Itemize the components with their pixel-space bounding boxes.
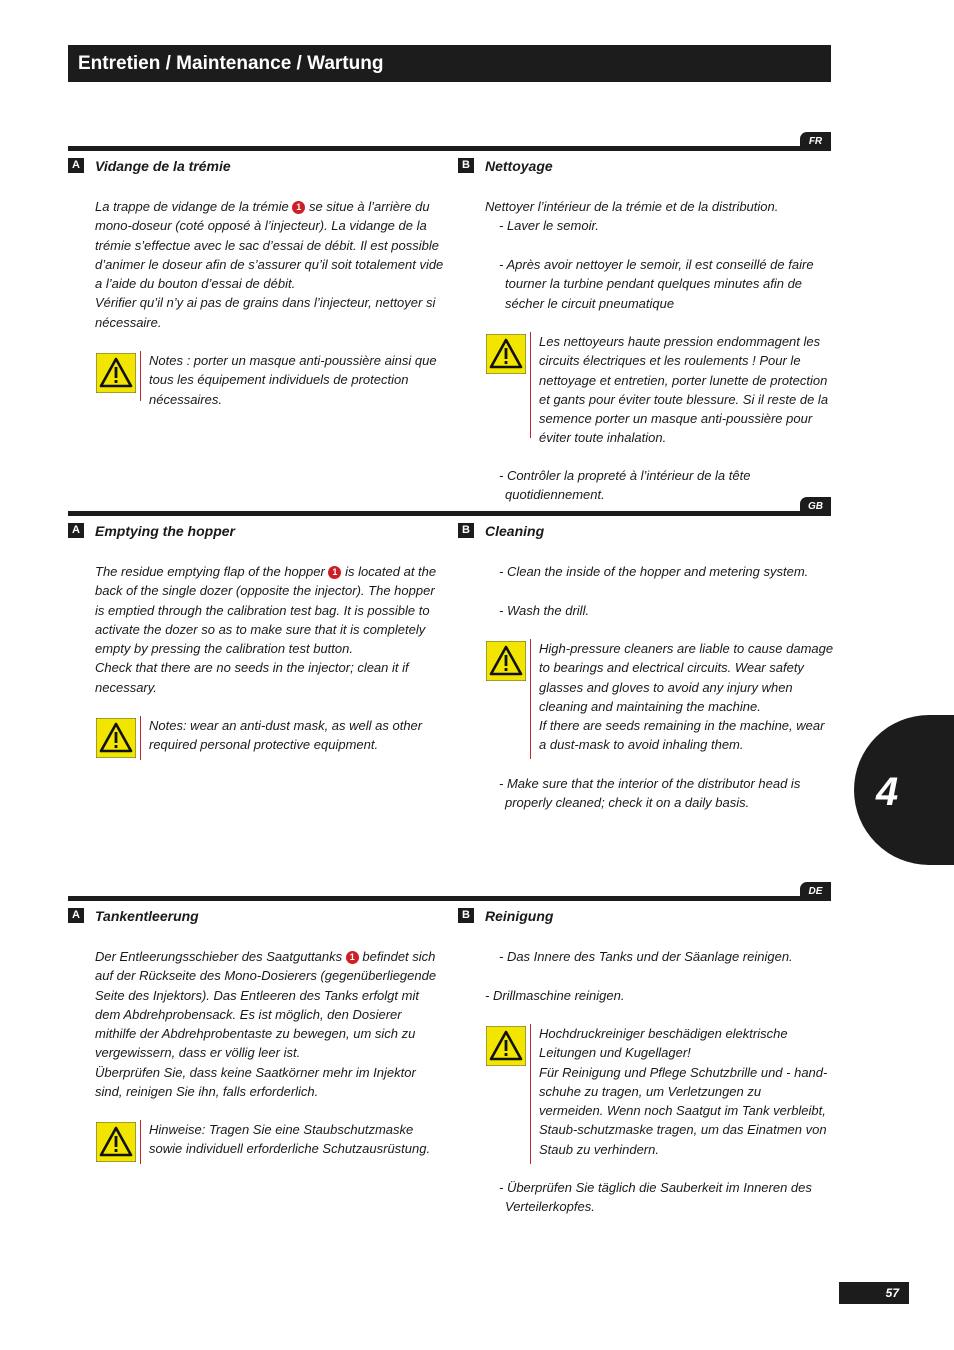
warning-text bbox=[149, 716, 449, 755]
list-item: - Contrôler la propreté à l’intérieur de la tête quotidiennement. bbox=[499, 468, 751, 503]
list-item: - Wash the drill. bbox=[499, 603, 590, 618]
list-item: - Make sure that the interior of the distributor head is properly cleaned; check it on a daily basis. bbox=[499, 776, 801, 811]
warning-note bbox=[96, 1120, 446, 1164]
warning-divider bbox=[530, 1024, 531, 1164]
header-bar bbox=[68, 45, 831, 82]
subsection-title: Tankentleerung bbox=[95, 908, 199, 924]
body-text bbox=[485, 601, 835, 620]
warning-triangle-icon bbox=[486, 641, 526, 681]
letter-badge-b: B bbox=[458, 158, 474, 173]
page-title: Entretien / Maintenance / Wartung bbox=[78, 53, 384, 74]
warning-triangle-icon bbox=[486, 1026, 526, 1066]
paragraph: Check that there are no seeds in the injector; clean it if necessary. bbox=[95, 660, 409, 695]
warning-note bbox=[486, 1024, 836, 1164]
list-item: - Clean the inside of the hopper and metering system. bbox=[499, 564, 809, 579]
subsection-title: Reinigung bbox=[485, 908, 554, 924]
section-fr bbox=[68, 136, 831, 526]
body-text bbox=[485, 197, 835, 236]
text-part: Der Entleerungsschieber des Saatguttanks bbox=[95, 949, 343, 964]
warning-divider bbox=[140, 1120, 141, 1164]
warning-text bbox=[149, 351, 449, 409]
subsection-title: Vidange de la trémie bbox=[95, 158, 231, 174]
warning-paragraph: Hinweise: Tragen Sie eine Staubschutzmaske sowie individuell erforderliche Schutzausrüstung. bbox=[149, 1122, 431, 1157]
exclamation-marker-icon: 1 bbox=[292, 201, 305, 214]
paragraph: Nettoyer l’intérieur de la trémie et de la distribution. bbox=[485, 199, 779, 214]
body-text bbox=[485, 1178, 835, 1217]
body-text bbox=[95, 947, 445, 1101]
body-text bbox=[485, 255, 835, 313]
body-text bbox=[485, 947, 835, 966]
warning-paragraph: Notes: wear an anti-dust mask, as well as other required personal protective equipment. bbox=[149, 718, 423, 753]
subsection-title: Nettoyage bbox=[485, 158, 553, 174]
list-item: - Überprüfen Sie täglich die Sauberkeit im Inneren des Verteilerkopfes. bbox=[499, 1180, 812, 1215]
body-text bbox=[95, 562, 445, 697]
exclamation-marker-icon: 1 bbox=[346, 951, 359, 964]
warning-divider bbox=[140, 351, 141, 401]
paragraph: Überprüfen Sie, dass keine Saatkörner mehr im Injektor sind, reinigen Sie ihn, falls erforderlich. bbox=[95, 1064, 416, 1100]
warning-note bbox=[486, 639, 836, 759]
list-item: - Laver le semoir. bbox=[499, 218, 599, 234]
warning-note bbox=[486, 332, 836, 446]
language-tab-fr: FR bbox=[800, 132, 831, 151]
warning-triangle-icon bbox=[486, 334, 526, 374]
warning-paragraph: If there are seeds remaining in the machine, wear a dust-mask to avoid inhaling them. bbox=[539, 718, 825, 753]
warning-text bbox=[539, 332, 834, 448]
paragraph: Vérifier qu’il n’y ai pas de grains dans l’injecteur, nettoyer si nécessaire. bbox=[95, 295, 436, 330]
body-text bbox=[485, 562, 835, 581]
section-rule bbox=[68, 511, 831, 516]
warning-divider bbox=[140, 716, 141, 760]
warning-paragraph: Les nettoyeurs haute pression endommagent les circuits électriques et les roulements ! Pour le nettoyage et entretien, porter lunette de protection et gants pour éviter toute blessure. Si il reste de la semence porter un masque anti-poussière pour éviter toute inhalation. bbox=[539, 334, 829, 446]
warning-text bbox=[539, 1024, 829, 1159]
language-tab-de: DE bbox=[800, 882, 831, 901]
warning-divider bbox=[530, 639, 531, 759]
text-part: La trappe de vidange de la trémie bbox=[95, 199, 289, 214]
letter-badge-b: B bbox=[458, 908, 474, 923]
warning-note bbox=[96, 716, 446, 760]
body-text bbox=[485, 774, 835, 813]
section-de bbox=[68, 886, 831, 1276]
text-part: se situe à l’arrière du mono-doseur (coté opposé à l’injecteur). La vidange de la trémie s’effectue avec le sac d’essai de débit. Il est possible d’animer le doseur afin de s’assurer qu’il soit totalement vide a l’aide du bouton d’essai de débit. bbox=[95, 199, 444, 292]
subsection-title: Cleaning bbox=[485, 523, 545, 539]
letter-badge-a: A bbox=[68, 523, 84, 538]
subsection-title: Emptying the hopper bbox=[95, 523, 235, 539]
letter-badge-b: B bbox=[458, 523, 474, 538]
warning-text bbox=[539, 639, 834, 755]
page-number: 57 bbox=[839, 1282, 909, 1304]
text-part: The residue emptying flap of the hopper bbox=[95, 564, 325, 579]
exclamation-marker-icon: 1 bbox=[328, 566, 341, 579]
warning-triangle-icon bbox=[96, 718, 136, 758]
warning-divider bbox=[530, 332, 531, 438]
warning-triangle-icon bbox=[96, 353, 136, 393]
language-tab-gb: GB bbox=[800, 497, 831, 516]
list-item: - Das Innere des Tanks und der Säanlage reinigen. bbox=[499, 949, 793, 964]
warning-paragraph: Für Reinigung und Pflege Schutzbrille und - hand-schuhe zu tragen, um Verletzungen zu vermeiden. Wenn noch Saatgut im Tank verbleibt, Staub-schutzmaske tragen, um das Einatmen von Staub zu verhindern. bbox=[539, 1064, 828, 1157]
warning-text bbox=[149, 1120, 449, 1159]
chapter-tab bbox=[854, 715, 954, 865]
warning-paragraph: Hochdruckreiniger beschädigen elektrische Leitungen und Kugellager! bbox=[539, 1026, 788, 1061]
warning-paragraph: Notes : porter un masque anti-poussière ainsi que tous les équipement individuels de protection nécessaires. bbox=[149, 353, 437, 407]
section-gb bbox=[68, 501, 834, 891]
body-text bbox=[95, 197, 445, 332]
body-text bbox=[485, 986, 835, 1005]
letter-badge-a: A bbox=[68, 908, 84, 923]
letter-badge-a: A bbox=[68, 158, 84, 173]
chapter-number: 4 bbox=[876, 770, 899, 814]
text-part: befindet sich auf der Rückseite des Mono-Dosierers (gegenüberliegende Seite des Injektors). Das Entleeren des Tanks erfolgt mit dem Abdrehprobensack. Es ist möglich, den Dosierer mithilfe der Abdrehprobentaste zu bewegen, um sich zu vergewissern, dass er völlig leer ist. bbox=[95, 949, 437, 1061]
list-item: - Drillmaschine reinigen. bbox=[485, 988, 625, 1003]
warning-triangle-icon bbox=[96, 1122, 136, 1162]
text-part: is located at the back of the single dozer (opposite the injector). The hopper is emptied through the calibration test bag. It is possible to activate the dozer so as to make sure that it is completely empty by pressing the calibration test button. bbox=[95, 564, 437, 657]
warning-note bbox=[96, 351, 446, 407]
list-item: - Après avoir nettoyer le semoir, il est conseillé de faire tourner la turbine pendant quelques minutes afin de sécher le circuit pneumatique bbox=[499, 257, 814, 311]
section-rule bbox=[68, 896, 831, 901]
warning-paragraph: High-pressure cleaners are liable to cause damage to bearings and electrical circuits. Wear safety glasses and gloves to avoid any injury when cleaning and maintaining the machine. bbox=[539, 641, 834, 714]
body-text bbox=[485, 466, 835, 505]
section-rule bbox=[68, 146, 831, 151]
